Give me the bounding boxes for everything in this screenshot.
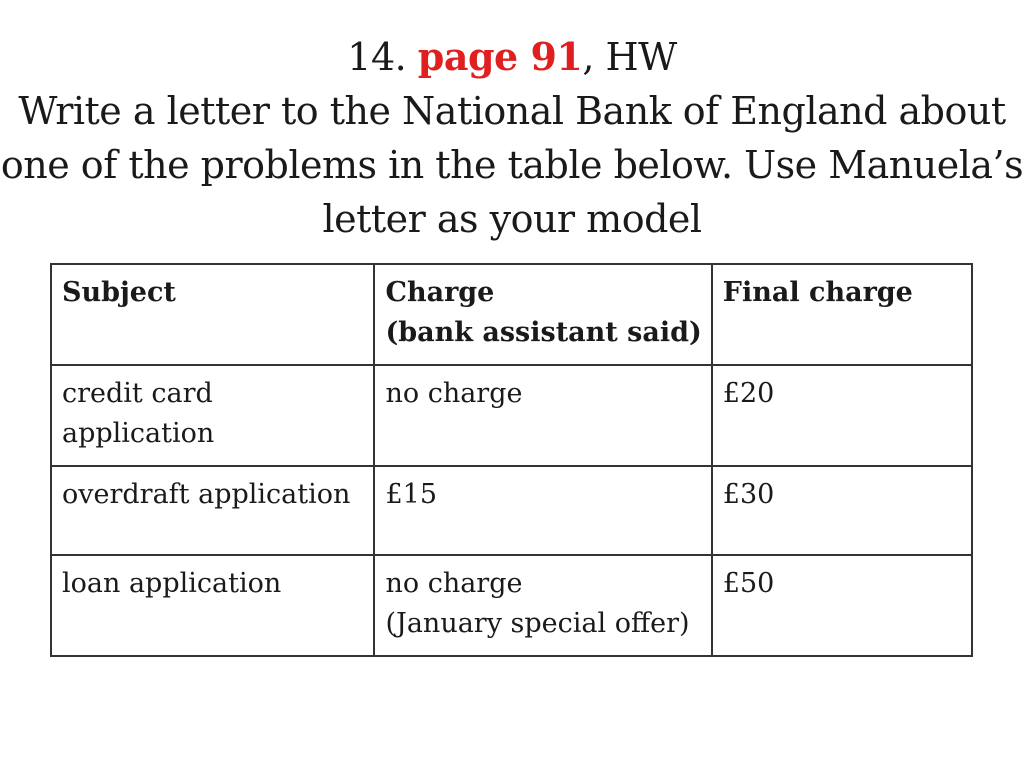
title-heading <box>0 30 1024 84</box>
header-charge: Charge (bank assistant said) <box>374 264 711 365</box>
cell-charge: no charge (January special offer) <box>374 555 711 656</box>
cell-final-charge: £50 <box>712 555 972 656</box>
header-final-charge: Final charge <box>712 264 972 365</box>
instruction-line-3: letter as your model <box>322 197 702 241</box>
cell-final-charge: £20 <box>712 365 972 466</box>
cell-subject: loan application <box>51 555 374 656</box>
cell-subject: overdraft application <box>51 466 374 555</box>
homework-label: , HW <box>582 35 677 79</box>
title-block <box>0 30 1024 246</box>
table-row <box>51 365 972 466</box>
cell-charge: £15 <box>374 466 711 555</box>
table-row <box>51 555 972 656</box>
header-subject: Subject <box>51 264 374 365</box>
cell-charge: no charge <box>374 365 711 466</box>
instruction-line-2: one of the problems in the table below. Use Manuela’s <box>0 143 1024 187</box>
charges-table <box>50 263 973 657</box>
page-reference: page 91 <box>417 34 583 79</box>
table-row <box>51 466 972 555</box>
table-header-row <box>51 264 972 365</box>
cell-final-charge: £30 <box>712 466 972 555</box>
task-number: 14. <box>347 35 407 79</box>
instruction-line-1: Write a letter to the National Bank of England about <box>18 89 1006 133</box>
cell-subject: credit card application <box>51 365 374 466</box>
